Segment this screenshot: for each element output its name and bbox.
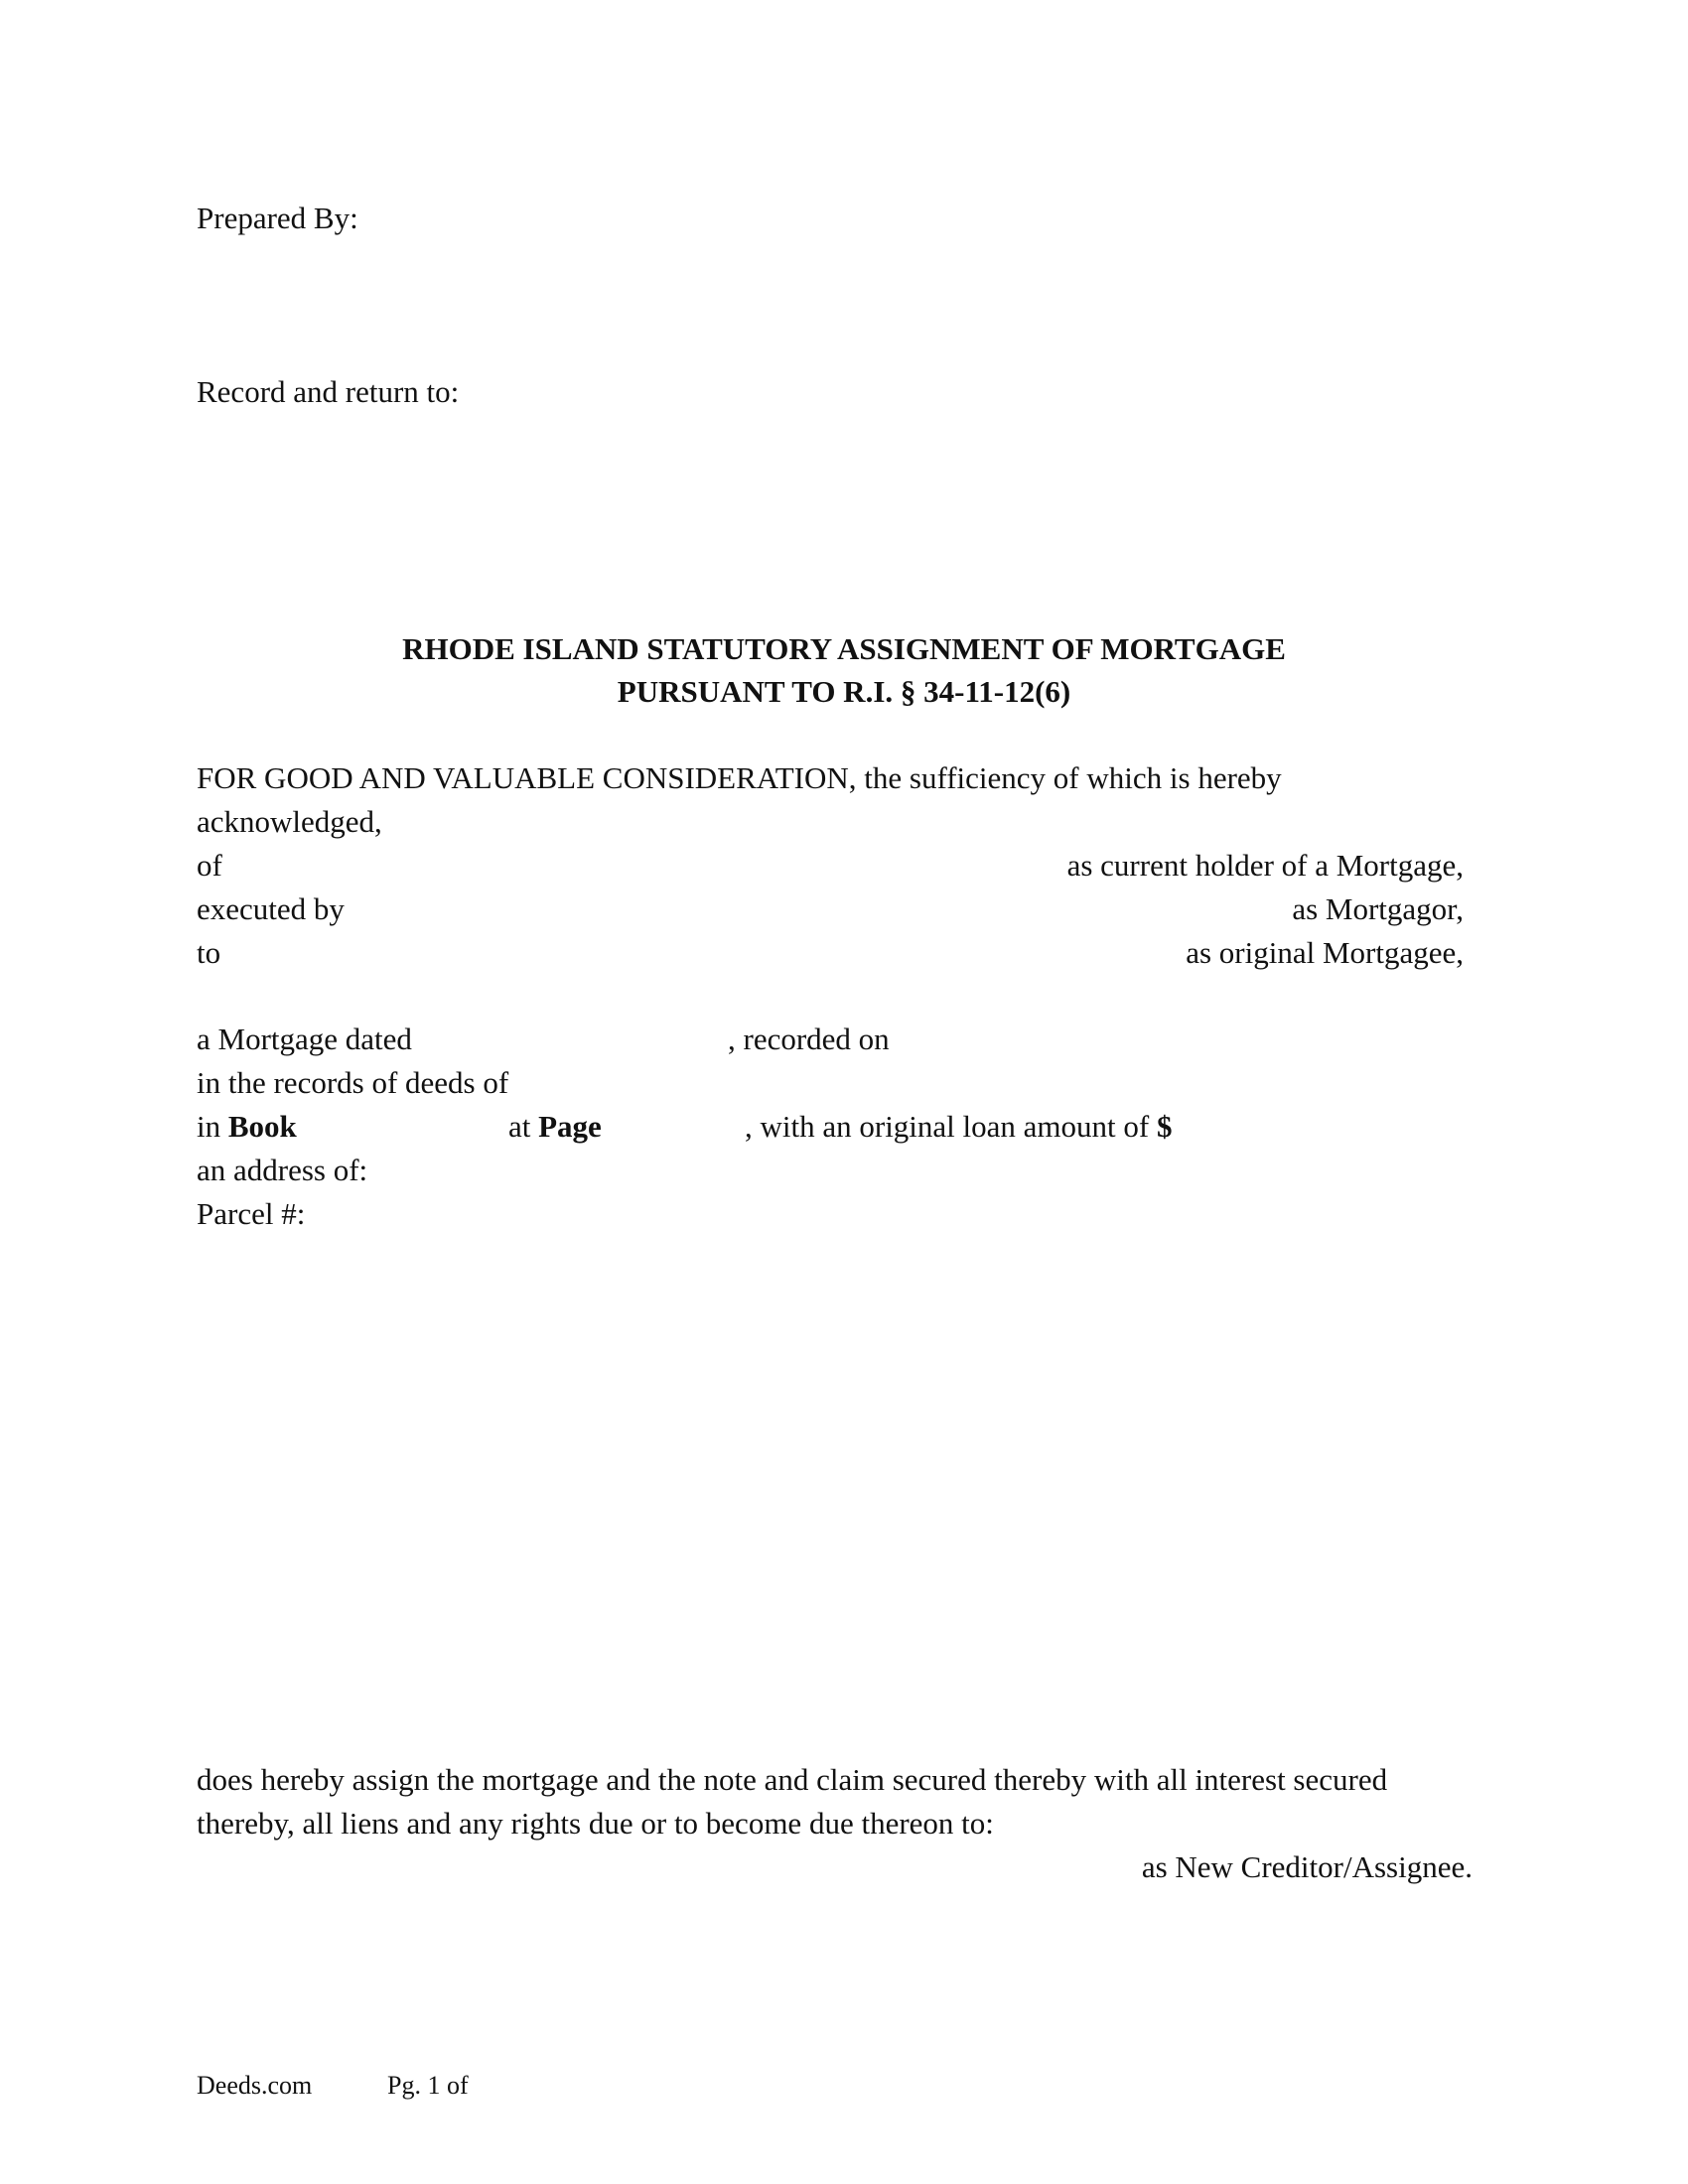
loan-amount-line [745,1109,1172,1145]
consideration-line-2: acknowledged, [197,804,382,839]
page-label: Page [538,1109,602,1144]
assign-line-1: does hereby assign the mortgage and the note and claim secured thereby with all interest secured [197,1762,1388,1797]
records-of-deeds-label: in the records of deeds of [197,1065,509,1100]
book-line [197,1109,297,1145]
mortgage-dated-label: a Mortgage dated [197,1022,412,1056]
of-label: of [197,848,222,883]
executed-by-label: executed by [197,891,345,926]
page-line [508,1109,602,1145]
document-title: RHODE ISLAND STATUTORY ASSIGNMENT OF MORTGAGE [402,631,1286,666]
parcel-label: Parcel #: [197,1196,306,1231]
at-prefix: at [508,1109,531,1144]
as-mortgagor-label: as Mortgagor, [1292,891,1464,926]
book-label: Book [227,1109,297,1144]
address-label: an address of: [197,1153,368,1187]
current-holder-label: as current holder of a Mortgage, [1066,848,1464,883]
loan-amount-label: , with an original loan amount of [745,1109,1150,1144]
to-label: to [197,935,221,970]
in-prefix: in [197,1109,221,1144]
prepared-by-label: Prepared By: [197,201,358,235]
consideration-line-1: FOR GOOD AND VALUABLE CONSIDERATION, the sufficiency of which is hereby [197,760,1282,795]
new-creditor-label: as New Creditor/Assignee. [1141,1849,1473,1884]
assign-line-2: thereby, all liens and any rights due or to become due thereon to: [197,1806,994,1841]
footer-site: Deeds.com [197,2071,313,2100]
record-return-label: Record and return to: [197,374,460,409]
recorded-on-label: , recorded on [728,1022,890,1056]
document-subtitle: PURSUANT TO R.I. § 34-11-12(6) [617,674,1071,709]
dollar-sign: $ [1156,1109,1173,1144]
footer-page-number: Pg. 1 of [387,2071,469,2100]
as-original-mortgagee-label: as original Mortgagee, [1186,935,1464,970]
